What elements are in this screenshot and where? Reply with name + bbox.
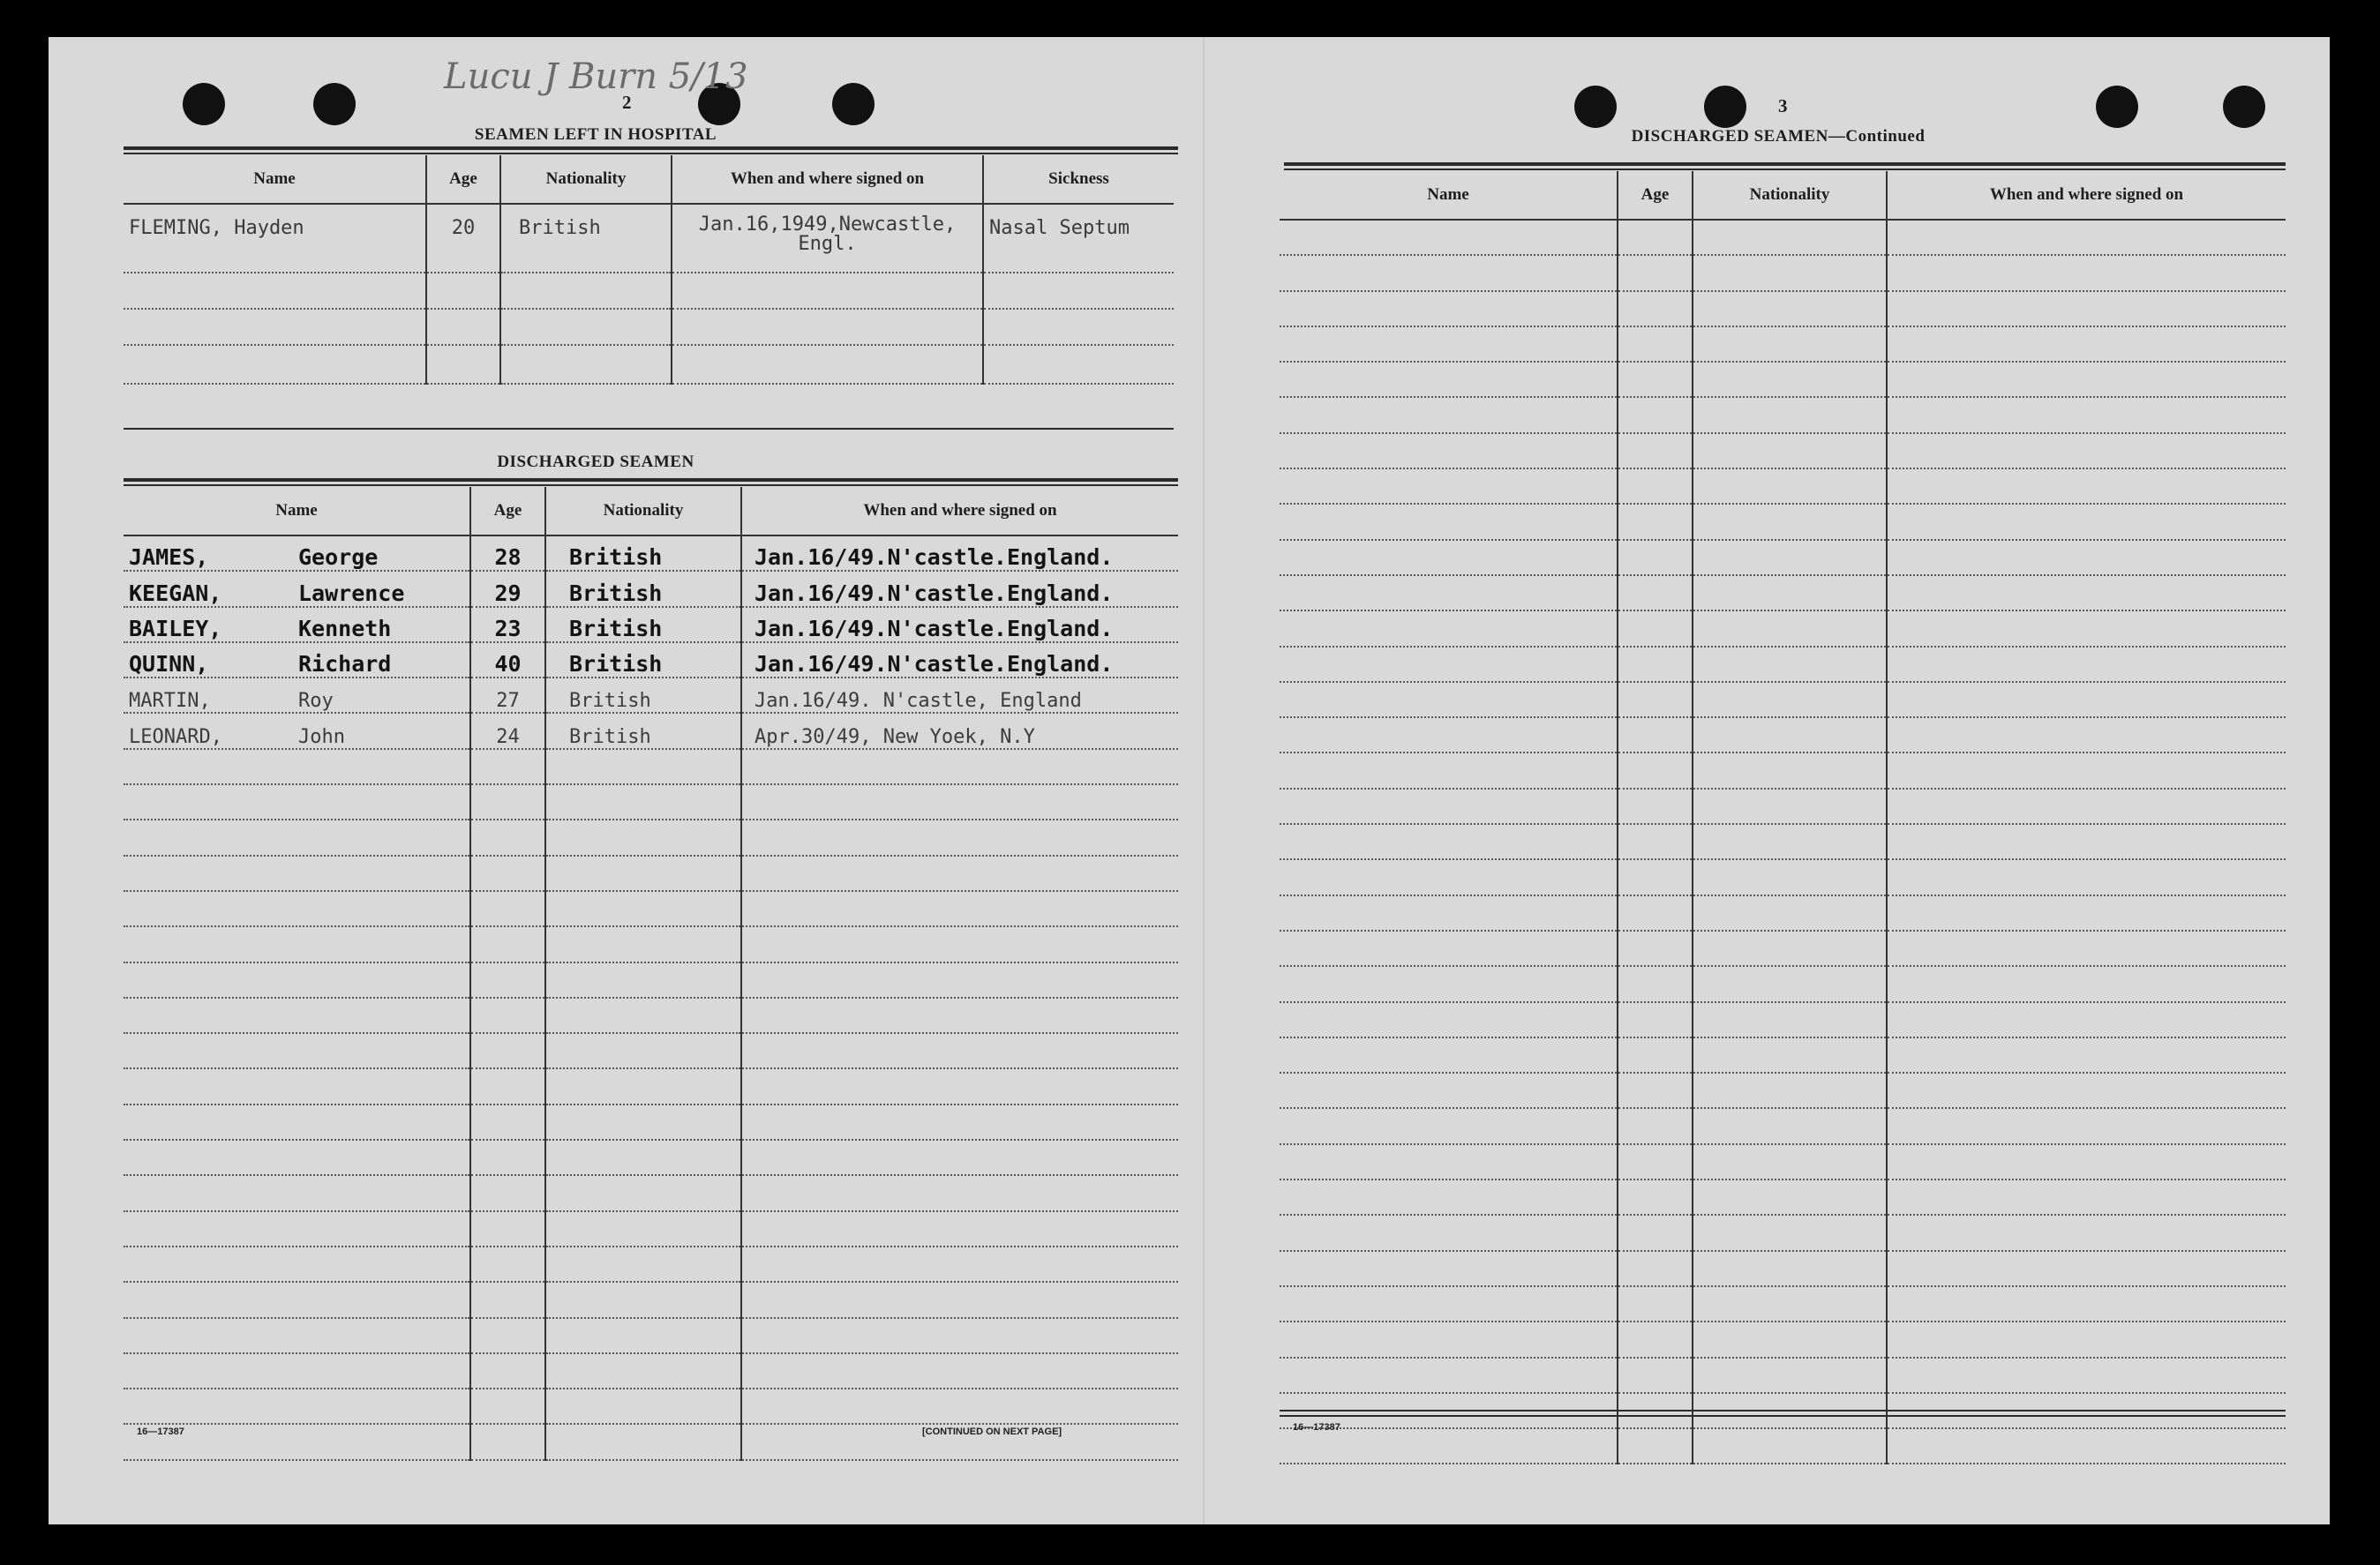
table-row <box>1280 859 2286 895</box>
seaman-nationality: British <box>545 713 741 748</box>
column-header-nationality: Nationality <box>545 487 741 535</box>
discharged-continued-table <box>1280 171 2286 1464</box>
punch-hole <box>2223 86 2265 128</box>
right-page <box>1203 37 2331 1524</box>
table-row <box>1280 966 2286 1001</box>
table-bottom-rule <box>1280 1410 2286 1411</box>
table-row <box>1280 717 2286 753</box>
punch-hole <box>313 83 356 125</box>
document-sheet <box>49 37 2330 1524</box>
punch-hole <box>1704 86 1746 128</box>
header-rule <box>124 478 1178 482</box>
punch-hole <box>832 83 875 125</box>
table-row <box>1280 1428 2286 1464</box>
seaman-age: 20 <box>426 204 500 273</box>
table-row <box>124 1282 1178 1317</box>
table-row <box>124 1068 1178 1104</box>
column-header-sickness: Sickness <box>983 155 1174 204</box>
form-number: 16—17387 <box>137 1426 184 1437</box>
discharged-table <box>124 487 1178 1461</box>
table-row <box>1280 931 2286 966</box>
table-bottom-rule <box>1280 1415 2286 1417</box>
table-row <box>1280 789 2286 824</box>
table-row <box>124 571 1178 606</box>
discharged-section-title: DISCHARGED SEAMEN <box>497 453 694 471</box>
table-row <box>124 642 1178 678</box>
seaman-name <box>124 535 470 571</box>
seaman-name <box>124 642 470 678</box>
handwritten-annotation: Lucu J Burn 5/13 <box>444 56 748 97</box>
table-row <box>124 926 1178 962</box>
seaman-name <box>124 678 470 713</box>
table-row <box>1280 753 2286 788</box>
table-row <box>1280 1215 2286 1250</box>
punch-hole <box>183 83 225 125</box>
table-row <box>1280 1002 2286 1037</box>
page-number: 2 <box>622 92 632 113</box>
table-row <box>1280 540 2286 575</box>
hospital-table <box>124 155 1174 385</box>
seaman-surname: JAMES, <box>129 544 209 571</box>
seaman-age: 29 <box>470 571 545 606</box>
header-rule <box>1284 162 2286 166</box>
table-row <box>124 535 1178 571</box>
column-header-name: Name <box>124 487 470 535</box>
table-row <box>1280 647 2286 682</box>
table-row <box>124 204 1174 273</box>
column-header-signed-on: When and where signed on <box>741 487 1178 535</box>
hospital-section-title: SEAMEN LEFT IN HOSPITAL <box>474 125 717 144</box>
table-row <box>1280 1144 2286 1179</box>
seaman-surname: QUINN, <box>129 651 209 678</box>
header-rule <box>124 484 1178 486</box>
table-row <box>124 856 1178 891</box>
seaman-name <box>124 607 470 642</box>
seaman-given-name: Richard <box>298 651 392 678</box>
seaman-signed-on: Jan.16/49. N'castle, England <box>741 678 1178 713</box>
table-row <box>1280 1073 2286 1108</box>
seaman-given-name: Kenneth <box>298 615 392 641</box>
seaman-sickness: Nasal Septum <box>983 204 1174 273</box>
punch-hole <box>2096 86 2138 128</box>
seaman-age: 23 <box>470 607 545 642</box>
column-header-nationality: Nationality <box>1693 171 1887 220</box>
table-row <box>1280 1286 2286 1322</box>
column-header-signed-on: When and where signed on <box>672 155 983 204</box>
seaman-nationality: British <box>545 535 741 571</box>
table-row <box>1280 1322 2286 1357</box>
column-header-name: Name <box>124 155 426 204</box>
seaman-surname: MARTIN, <box>129 690 211 713</box>
table-row <box>124 309 1174 345</box>
seaman-given-name: Lawrence <box>298 580 405 606</box>
form-number: 16—17387 <box>1293 1422 1340 1433</box>
table-row <box>124 1389 1178 1424</box>
table-row <box>1280 824 2286 859</box>
table-row <box>124 273 1174 309</box>
table-row <box>1280 397 2286 432</box>
table-row <box>1280 610 2286 646</box>
seaman-nationality: British <box>545 571 741 606</box>
table-row <box>124 891 1178 926</box>
seaman-name <box>124 571 470 606</box>
table-row <box>1280 1251 2286 1286</box>
column-header-age: Age <box>470 487 545 535</box>
seaman-given-name: Roy <box>298 690 334 713</box>
table-row <box>1280 504 2286 539</box>
page-number: 3 <box>1778 95 1788 116</box>
table-bottom-rule <box>124 428 1174 430</box>
table-row <box>124 607 1178 642</box>
seaman-surname: LEONARD, <box>129 725 222 748</box>
seaman-age: 27 <box>470 678 545 713</box>
table-row <box>1280 1037 2286 1073</box>
table-row <box>124 1104 1178 1140</box>
table-row <box>1280 1358 2286 1393</box>
table-row <box>124 1211 1178 1247</box>
table-row <box>1280 682 2286 717</box>
seaman-nationality: British <box>545 678 741 713</box>
table-row <box>124 713 1178 748</box>
seaman-nationality: British <box>545 607 741 642</box>
table-row <box>1280 468 2286 504</box>
seaman-age: 28 <box>470 535 545 571</box>
table-row <box>124 962 1178 998</box>
seaman-nationality: British <box>545 642 741 678</box>
table-row <box>124 1318 1178 1353</box>
table-row <box>1280 255 2286 290</box>
column-header-age: Age <box>426 155 500 204</box>
seaman-age: 24 <box>470 713 545 748</box>
column-header-signed-on: When and where signed on <box>1887 171 2286 220</box>
seaman-age: 40 <box>470 642 545 678</box>
table-row <box>1280 220 2286 255</box>
seaman-surname: KEEGAN, <box>129 580 222 606</box>
table-row <box>1280 326 2286 362</box>
table-row <box>124 820 1178 855</box>
column-header-name: Name <box>1280 171 1618 220</box>
seaman-name: FLEMING, Hayden <box>124 204 426 273</box>
column-header-nationality: Nationality <box>500 155 672 204</box>
table-row <box>1280 895 2286 931</box>
header-rule <box>1284 168 2286 170</box>
table-row <box>124 678 1178 713</box>
table-row <box>1280 433 2286 468</box>
seaman-signed-on: Apr.30/49, New Yoek, N.Y <box>741 713 1178 748</box>
seaman-signed-on: Jan.16/49.N'castle.England. <box>741 607 1178 642</box>
table-row <box>124 1140 1178 1175</box>
table-row <box>1280 362 2286 397</box>
table-row <box>1280 1179 2286 1215</box>
table-row <box>124 749 1178 784</box>
table-row <box>124 1247 1178 1282</box>
table-row <box>124 1175 1178 1210</box>
seaman-signed-on: Jan.16,1949,Newcastle, Engl. <box>672 204 983 273</box>
seaman-signed-on: Jan.16/49.N'castle.England. <box>741 535 1178 571</box>
seaman-given-name: George <box>298 544 379 571</box>
continued-note: [CONTINUED ON NEXT PAGE] <box>922 1426 1062 1437</box>
continued-section-title: DISCHARGED SEAMEN—Continued <box>1631 127 1926 146</box>
seaman-signed-on: Jan.16/49.N'castle.England. <box>741 642 1178 678</box>
table-row <box>124 784 1178 820</box>
table-row <box>124 345 1174 384</box>
left-page <box>49 37 1203 1524</box>
punch-hole <box>1574 86 1617 128</box>
seaman-signed-on: Jan.16/49.N'castle.England. <box>741 571 1178 606</box>
table-row <box>124 1033 1178 1068</box>
table-row <box>1280 1108 2286 1143</box>
table-row <box>1280 575 2286 610</box>
seaman-nationality: British <box>500 204 672 273</box>
header-rule <box>124 146 1178 150</box>
seaman-given-name: John <box>298 725 345 748</box>
seaman-name <box>124 713 470 748</box>
header-rule <box>124 153 1178 154</box>
table-row <box>124 1353 1178 1389</box>
column-header-age: Age <box>1618 171 1693 220</box>
seaman-surname: BAILEY, <box>129 615 222 641</box>
table-row <box>124 998 1178 1033</box>
table-row <box>1280 291 2286 326</box>
